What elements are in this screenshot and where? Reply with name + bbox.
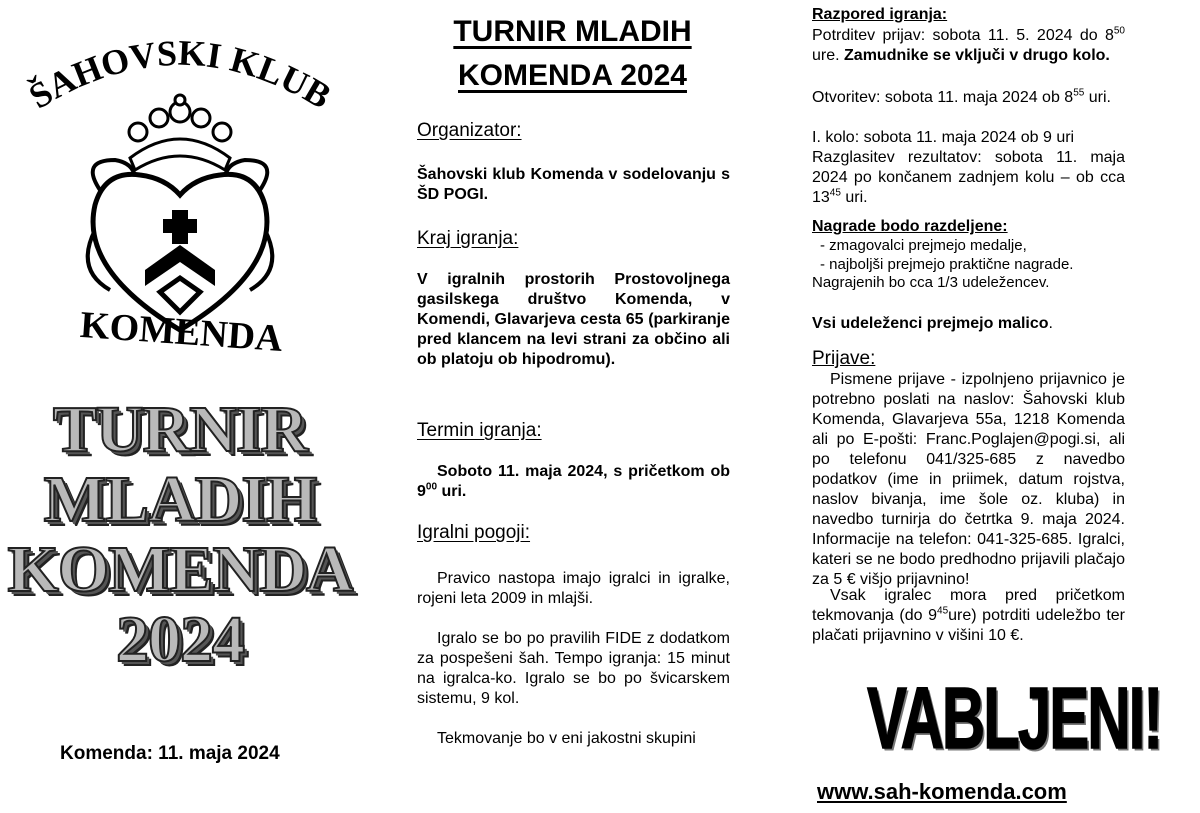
pogoji-heading: Igralni pogoji: [417, 522, 531, 543]
big-title-line-1: TURNIR [52, 393, 308, 466]
nagrade-item-1: - zmagovalci prejmejo medalje, [820, 237, 1027, 254]
vabljeni-banner: VABLJENI! [867, 669, 1162, 767]
razpored-heading: Razpored igranja: [812, 6, 948, 23]
nagrade-heading: Nagrade bodo razdeljene: [812, 218, 1008, 235]
main-title-line-1: TURNIR MLADIH [453, 15, 692, 48]
nagrade-item-3: Nagrajenih bo cca 1/3 udeležencev. [812, 274, 1050, 291]
termin-heading: Termin igranja: [417, 420, 542, 441]
razpored-potrditev: Potrditev prijav: sobota 11. 5. 2024 do $8^{50}$ ure. Zamudnike se vključi v drugo kolo. [812, 25, 1125, 64]
main-title [405, 10, 740, 98]
kraj-heading: Kraj igranja: [417, 228, 519, 249]
pogoji-paragraph-2: Igralo se bo po pravilih FIDE z dodatkom za pospešeni šah. Tempo igranja: 15 minut na igralca-ko. Igralo se bo po švicarskem sistemu, 9 kol. [417, 630, 730, 707]
termin-text: Soboto 11. maja 2024, s pričetkom ob $9^{00}$ uri. [417, 463, 730, 500]
big-title-line-2: MLADIH [43, 463, 317, 536]
crown-icon [129, 95, 231, 170]
club-city-text: KOMENDA [78, 303, 284, 361]
website-link[interactable]: www.sah-komenda.com [817, 779, 1067, 804]
nagrade-item-2: - najboljši prejmejo praktične nagrade. [820, 256, 1074, 273]
kraj-text: V igralnih prostorih Prostovoljnega gasilskega društvo Komenda, v Komendi, Glavarjeva cesta 65 (parkiranje pred klancem na levi strani za občino ali ob platoju ob hipodromu). [417, 271, 730, 368]
prijave-paragraph-2: Vsak igralec mora pred pričetkom tekmovanja (do $9^{45}ure$) potrditi udeležbo ter plačati prijavnino v višini 10 €. [812, 587, 1125, 644]
razpored-kolo: I. kolo: sobota 11. maja 2024 ob 9 uri [812, 129, 1075, 146]
malica-text: Vsi udeleženci prejmejo malico. [812, 315, 1053, 332]
big-title-line-4: 2024 [116, 603, 244, 676]
razpored-otvoritev: Otvoritev: sobota 11. maja 2024 ob $8^{55}$ uri. [812, 87, 1111, 106]
left-column [0, 0, 380, 813]
right-column [812, 0, 1162, 813]
organizator-text: Šahovski klub Komenda v sodelovanju s ŠD POGI. [417, 166, 730, 203]
razpored-razglasitev: Razglasitev rezultatov: sobota 11. maja 2024 po končanem zadnjem kolu – ob cca $13^{45}$ uri. [812, 149, 1125, 206]
organizator-heading: Organizator: [417, 120, 522, 141]
prijave-heading: Prijave: [812, 348, 876, 369]
middle-column [405, 0, 740, 813]
prijave-paragraph-1: Pismene prijave - izpolnjeno prijavnico je potrebno poslati na naslov: Šahovski klub Komenda, Glavarjeva 55a, 1218 Komenda ali po E-pošti: Franc.Poglajen@pogi.si, ali po telefonu 041/325-685 z navedbo podatkov (ime in priimek, datum rojstva, naslov bivanja, ime šole oz. kluba) in navedbo turnirja do četrtka 9. maja 2024. Informacije na telefon: 041-325-685. Igralci, kateri se ne bodo predhodno prijavili plačajo za 5 € višjo prijavnino! [812, 371, 1125, 588]
pogoji-paragraph-1: Pravico nastopa imajo igralci in igralke, rojeni leta 2009 in mlajši. [417, 570, 730, 607]
footer-date: Komenda: 11. maja 2024 [60, 743, 280, 764]
club-arc-text: ŠAHOVSKI KLUB [21, 32, 338, 117]
big-title-line-3: KOMENDA [7, 533, 353, 606]
pogoji-paragraph-3: Tekmovanje bo v eni jakostni skupini [437, 730, 696, 747]
main-title-line-2: KOMENDA 2024 [458, 59, 687, 92]
big-3d-title [0, 395, 360, 675]
